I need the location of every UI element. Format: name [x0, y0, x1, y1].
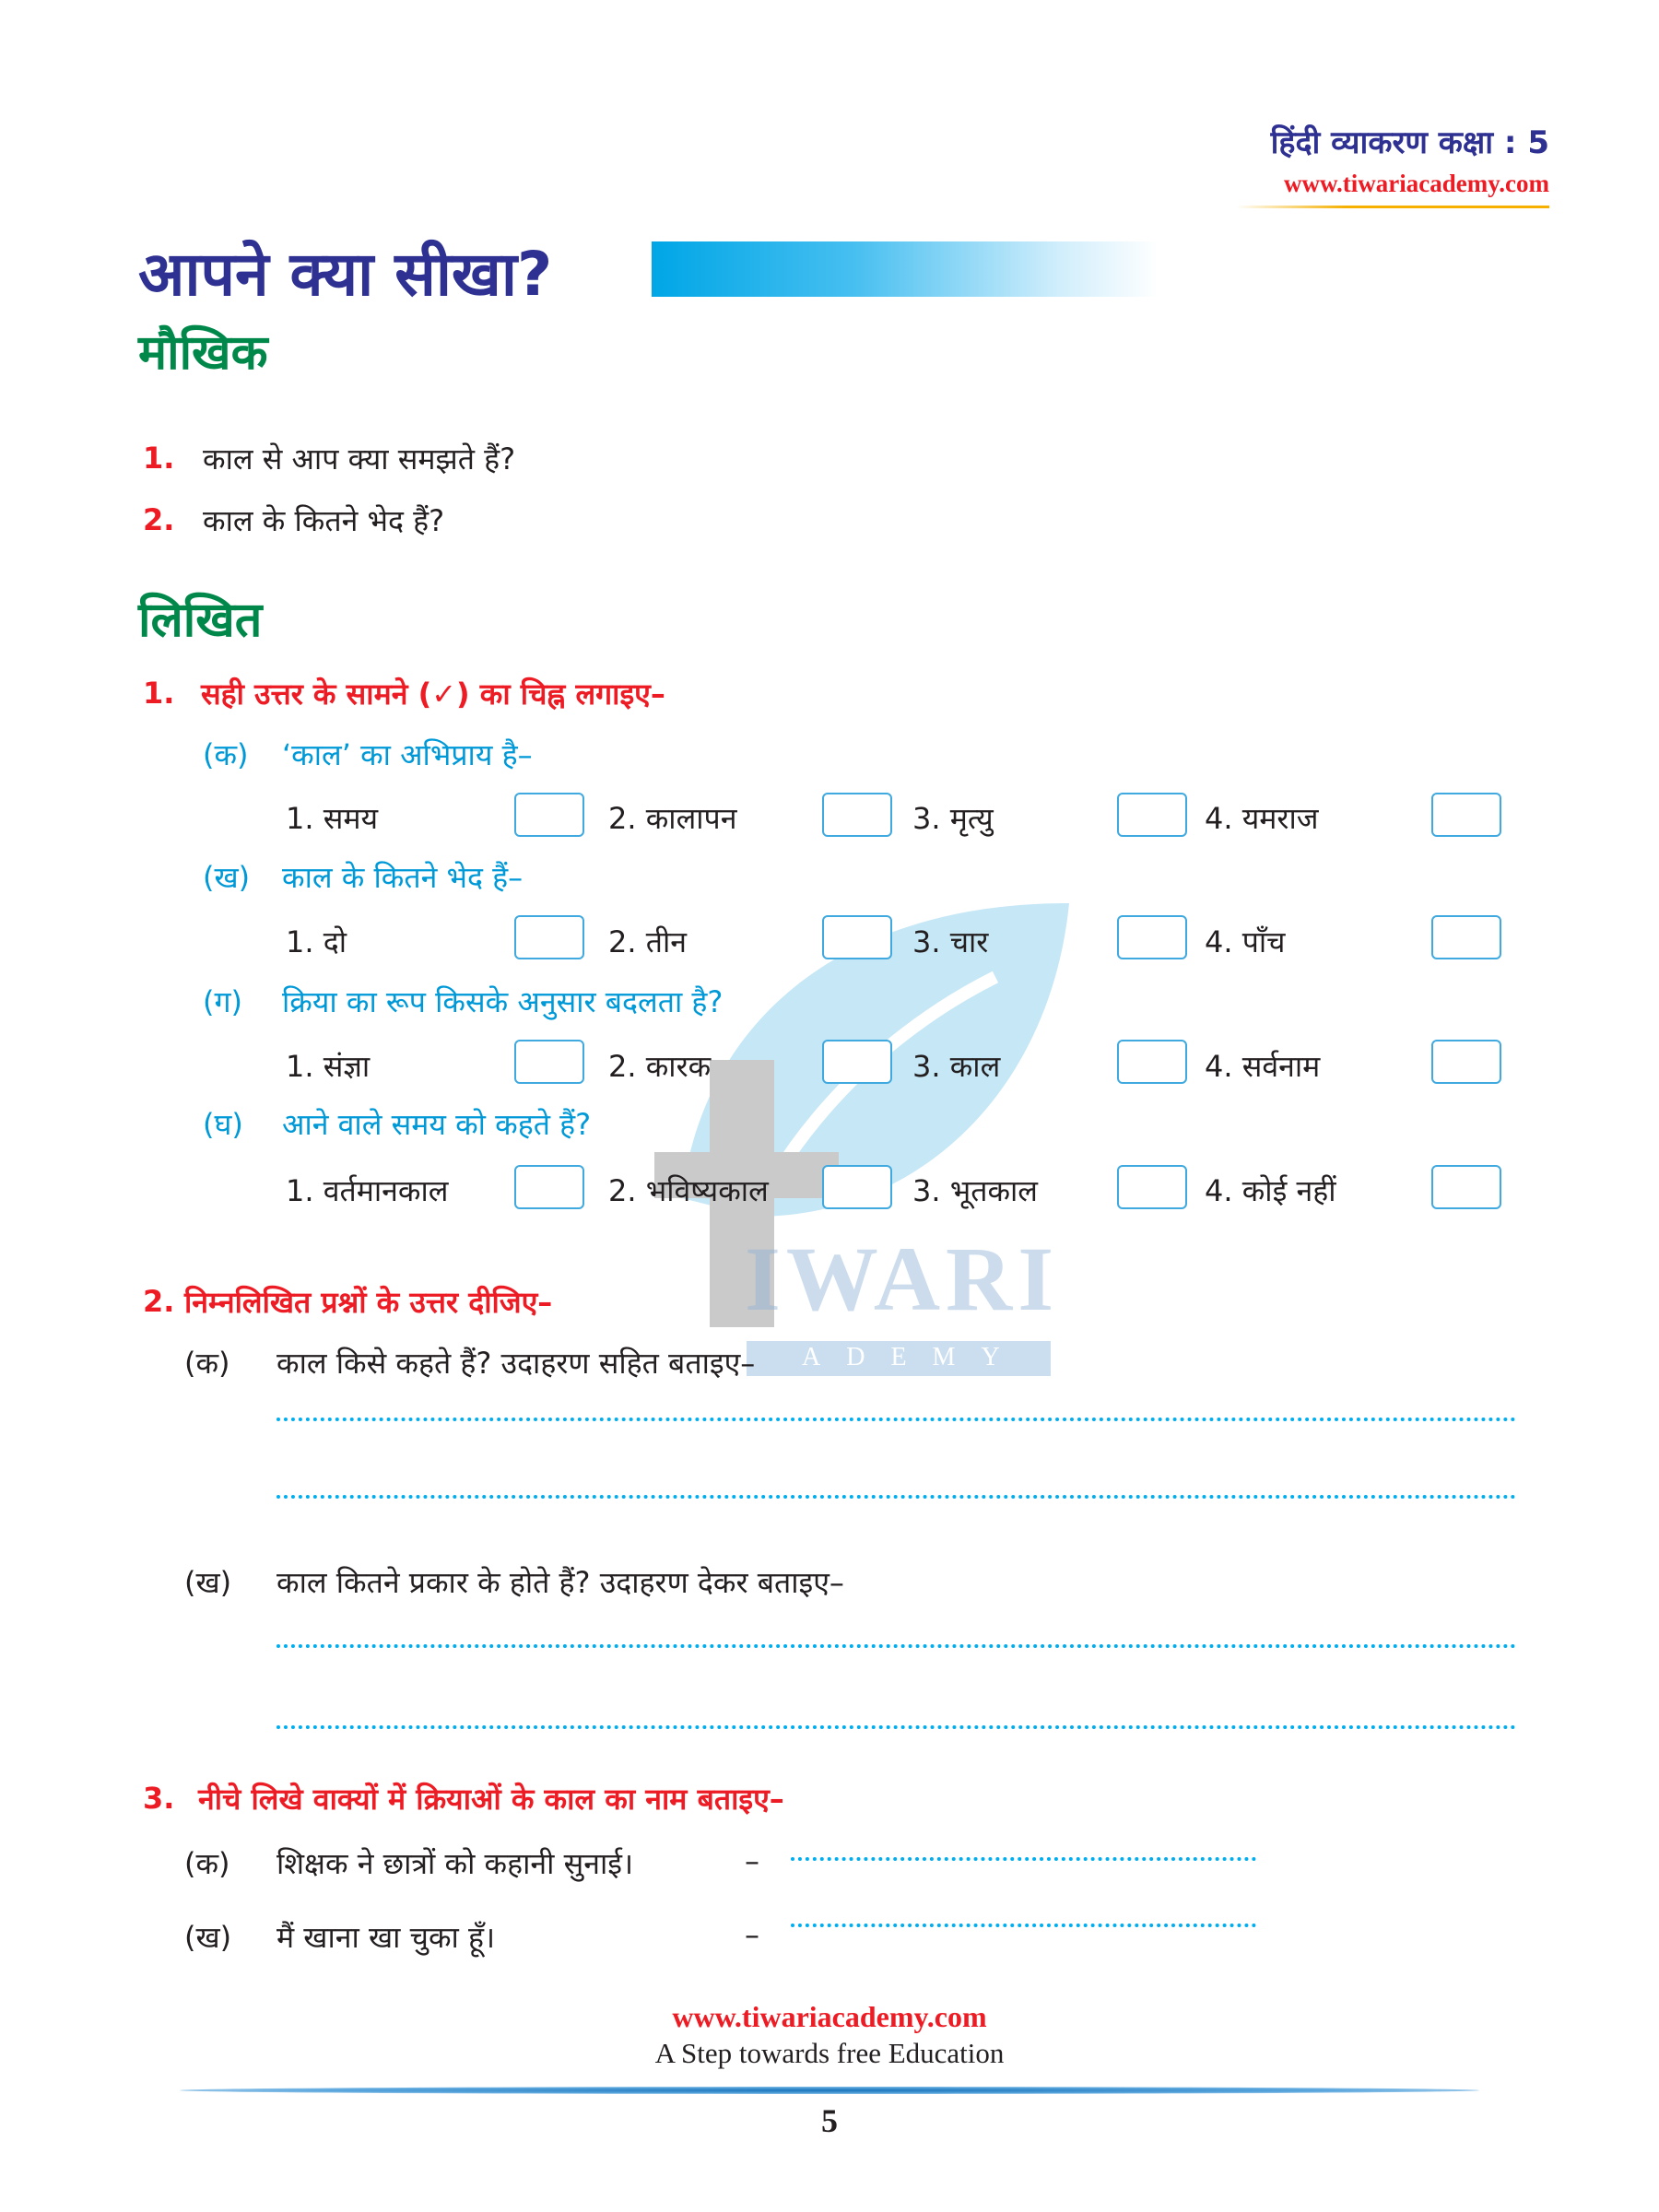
answer-checkbox[interactable] [822, 1040, 892, 1084]
q2-sub-text: काल किसे कहते हैं? उदाहरण सहित बताइए– [276, 1346, 756, 1381]
option-label: 1. संज्ञा [286, 1049, 371, 1084]
q2-text: निम्नलिखित प्रश्नों के उत्तर दीजिए– [184, 1285, 553, 1320]
q3-dash: – [745, 1843, 759, 1878]
book-title: हिंदी व्याकरण कक्षा : 5 [1270, 124, 1549, 161]
q1-sub-text: काल के कितने भेद हैं– [282, 860, 524, 895]
q1-text: सही उत्तर के सामने (✓) का चिह्न लगाइए– [201, 677, 665, 712]
answer-line[interactable] [276, 1418, 1516, 1421]
oral-q2-text: काल के कितने भेद हैं? [203, 503, 445, 538]
answer-checkbox[interactable] [1117, 793, 1187, 837]
answer-checkbox[interactable] [822, 793, 892, 837]
q1-sub-label: (ग) [203, 984, 242, 1019]
page-title: आपने क्या सीखा? [138, 239, 553, 310]
option-label: 1. दो [286, 924, 347, 959]
oral-q1-number: 1. [143, 441, 175, 476]
q1-sub-text: क्रिया का रूप किसके अनुसार बदलता है? [282, 984, 724, 1019]
q2-sub-label: (ख) [184, 1565, 232, 1600]
option-label: 2. कालापन [608, 801, 737, 836]
q2-sub-label: (क) [184, 1346, 230, 1381]
option-label: 4. कोई नहीं [1205, 1173, 1336, 1208]
answer-line[interactable] [276, 1644, 1516, 1648]
option-label: 1. समय [286, 801, 379, 836]
option-label: 3. मृत्यु [912, 801, 994, 836]
answer-checkbox[interactable] [1431, 1040, 1501, 1084]
option-label: 4. यमराज [1205, 801, 1319, 836]
answer-checkbox[interactable] [1431, 915, 1501, 959]
q1-sub-label: (घ) [203, 1107, 243, 1142]
option-label: 3. भूतकाल [912, 1173, 1038, 1208]
oral-heading: मौखिक [138, 325, 268, 381]
option-label: 2. भविष्यकाल [608, 1173, 769, 1208]
option-label: 3. चार [912, 924, 989, 959]
answer-line[interactable] [276, 1495, 1516, 1499]
q3-sub-label: (ख) [184, 1920, 232, 1955]
answer-line[interactable] [276, 1725, 1516, 1729]
option-label: 3. काल [912, 1049, 1001, 1084]
option-label: 4. पाँच [1205, 924, 1286, 959]
option-label: 2. तीन [608, 924, 687, 959]
header-rule [1236, 206, 1549, 208]
answer-checkbox[interactable] [1431, 1165, 1501, 1209]
page-number: 5 [821, 2102, 838, 2139]
q3-sub-text: मैं खाना खा चुका हूँ। [276, 1920, 496, 1955]
option-label: 2. कारक [608, 1049, 712, 1084]
title-accent-bar [652, 241, 1159, 297]
watermark-text: IWARI [745, 1228, 1060, 1330]
q2-sub-text: काल कितने प्रकार के होते हैं? उदाहरण देकर बताइए– [276, 1565, 844, 1600]
answer-line[interactable] [791, 1924, 1256, 1927]
q2-number: 2. [143, 1284, 175, 1319]
answer-checkbox[interactable] [822, 1165, 892, 1209]
option-label: 1. वर्तमानकाल [286, 1173, 449, 1208]
oral-q2-number: 2. [143, 502, 175, 537]
footer-url[interactable]: www.tiwariacademy.com [672, 2000, 987, 2033]
answer-checkbox[interactable] [1117, 1165, 1187, 1209]
answer-checkbox[interactable] [514, 915, 584, 959]
written-heading: लिखित [138, 593, 263, 648]
q3-sub-label: (क) [184, 1846, 230, 1881]
oral-q1-text: काल से आप क्या समझते हैं? [203, 441, 516, 477]
q1-sub-text: आने वाले समय को कहते हैं? [282, 1107, 592, 1142]
q1-sub-label: (क) [203, 737, 249, 772]
q1-sub-text: ‘काल’ का अभिप्राय है– [282, 737, 533, 772]
footer-rule [180, 2087, 1479, 2094]
q1-sub-label: (ख) [203, 860, 251, 895]
answer-checkbox[interactable] [822, 915, 892, 959]
answer-line[interactable] [791, 1857, 1256, 1861]
answer-checkbox[interactable] [514, 1040, 584, 1084]
footer-tagline: A Step towards free Education [654, 2037, 1005, 2069]
q3-sub-text: शिक्षक ने छात्रों को कहानी सुनाई। [276, 1846, 634, 1881]
q3-text: नीचे लिखे वाक्यों में क्रियाओं के काल का नाम बताइए– [198, 1782, 784, 1817]
answer-checkbox[interactable] [1117, 1040, 1187, 1084]
option-label: 4. सर्वनाम [1205, 1049, 1321, 1084]
answer-checkbox[interactable] [514, 793, 584, 837]
q3-number: 3. [143, 1781, 175, 1816]
answer-checkbox[interactable] [1431, 793, 1501, 837]
header-url[interactable]: www.tiwariacademy.com [1284, 170, 1549, 197]
watermark-band-text: ADEMY [802, 1343, 1026, 1371]
q1-number: 1. [143, 676, 175, 711]
q3-dash: – [745, 1917, 759, 1952]
answer-checkbox[interactable] [514, 1165, 584, 1209]
answer-checkbox[interactable] [1117, 915, 1187, 959]
